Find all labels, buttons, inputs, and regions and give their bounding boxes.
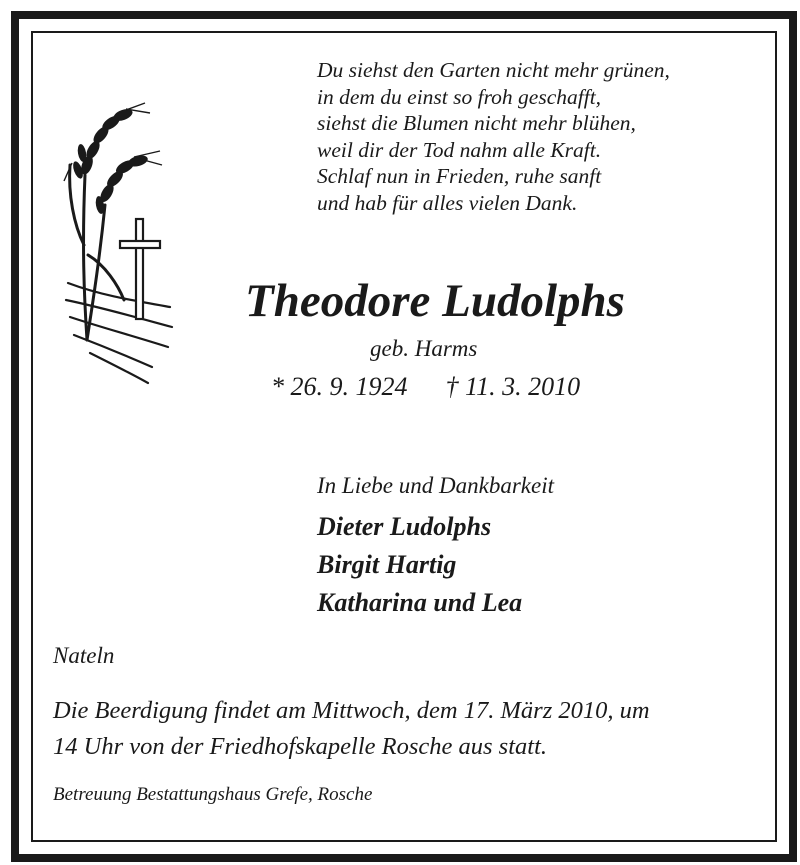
mourners-list (317, 508, 522, 622)
death-date: † 11. 3. 2010 (445, 372, 581, 401)
mourner-name: Birgit Hartig (317, 550, 457, 579)
poem-line: weil dir der Tod nahm alle Kraft. (317, 137, 602, 162)
mourners-intro: In Liebe und Dankbarkeit (317, 473, 554, 498)
poem-line: siehst die Blumen nicht mehr blühen, (317, 111, 636, 135)
poem-line: Du siehst den Garten nicht mehr grünen, (317, 58, 670, 82)
wheat-cross-emblem (60, 95, 175, 395)
funeral-line: 14 Uhr von der Friedhofskapelle Rosche aus statt. (53, 733, 548, 760)
poem-line: Schlaf nun in Frieden, ruhe sanft (317, 164, 602, 188)
deceased-name: Theodore Ludolphs (245, 275, 625, 327)
place-name: Nateln (53, 643, 115, 668)
birth-date: * 26. 9. 1924 (271, 372, 408, 401)
funeral-line: Die Beerdigung findet am Mittwoch, dem 17. März 2010, um (53, 697, 650, 724)
birth-name: geb. Harms (370, 336, 478, 361)
mourner-name: Katharina und Lea (317, 588, 523, 617)
life-dates (271, 372, 580, 402)
mourner-name: Dieter Ludolphs (317, 512, 492, 541)
undertaker-note: Betreuung Bestattungshaus Grefe, Rosche (53, 784, 373, 805)
memorial-poem (317, 57, 670, 216)
poem-line: und hab für alles vielen Dank. (317, 190, 578, 215)
poem-line: in dem du einst so froh geschafft, (317, 84, 602, 109)
funeral-notice (53, 693, 650, 765)
